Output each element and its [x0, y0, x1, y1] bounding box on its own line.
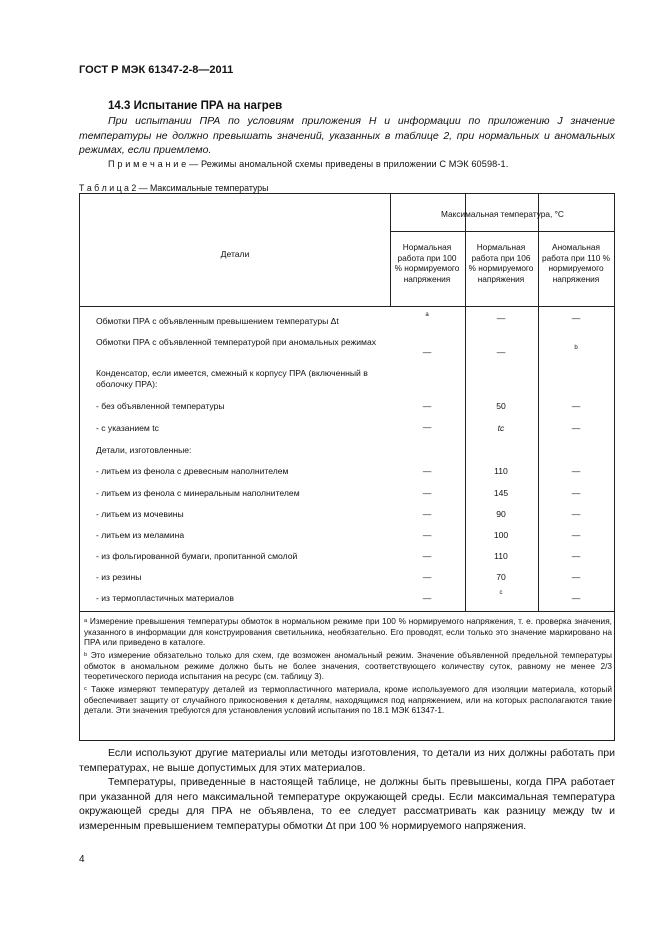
table-row: - литьем из фенола с минеральным наполнителем [96, 488, 300, 498]
cell-value: — [571, 530, 581, 540]
cell-footnote-ref: b [574, 345, 578, 351]
cell-footnote-ref: c [499, 590, 503, 596]
col1-header: Нормальная работа при 100 % нормируемого напряжения [394, 242, 460, 284]
cell-value: — [571, 401, 581, 411]
cell-value: 70 [496, 572, 506, 582]
paragraph-2: Температуры, приведенные в настоящей таблице, не должны быть превышены, когда ПРА работает при указанной для него максимальной температуре окружающей среды. Если максимальная температура окружающей среды для ПРА не объявлена, то ее следует рассматривать как разницу между tw и измеренным превышением температуры обмотки Δt при 100 % нормируемого напряжения. [79, 776, 615, 832]
cell-value: — [422, 509, 432, 519]
cell-value: 110 [494, 466, 508, 476]
col3-header: Аномальная работа при 110 % нормируемого напряжения [542, 242, 610, 284]
table-row: - с указанием tc [96, 423, 159, 433]
section-title: 14.3 Испытание ПРА на нагрев [108, 100, 283, 112]
footnote-b: ᵇ Это измерение обязательно только для схем, где возможен аномальный режим. Значение объявленной предельной температуры обмоток в аномальном режиме должно быть не более значения, соответствующего количеству суток, равному не менее 2/3 теоретического периода испытания на ресурс (см. таблицу 3). [84, 650, 612, 682]
page-number: 4 [79, 854, 85, 865]
cell-value: — [571, 593, 581, 603]
document-header: ГОСТ Р МЭК 61347-2-8—2011 [79, 64, 234, 76]
table-row: Детали, изготовленные: [96, 445, 192, 455]
table-row: - литьем из меламина [96, 530, 185, 540]
col-group-header: Максимальная температура, °С [441, 209, 564, 219]
col2-header: Нормальная работа при 106 % нормируемого напряжения [468, 242, 534, 284]
col-divider [465, 194, 466, 611]
table-row: - из термопластичных материалов [96, 593, 234, 603]
cell-value: — [422, 488, 432, 498]
header-divider [390, 231, 615, 232]
table-caption: Т а б л и ц а 2 — Максимальные температуры [79, 183, 269, 193]
table-row: - из резины [96, 572, 142, 582]
cell-value: 50 [496, 401, 506, 411]
col-details-header: Детали [220, 249, 250, 259]
cell-value: — [422, 551, 432, 561]
cell-value: — [571, 551, 581, 561]
footnote-a: ᵃ Измерение превышения температуры обмоток в нормальном режиме при 100 % нормируемого напряжения, т. е. проверка значения, указанного в информации для конструирования светильника, необязательно. Его проводят, если только это значение маркировано на ПРА или приведено в каталоге. [84, 616, 612, 648]
cell-value: 145 [493, 488, 509, 498]
cell-value: — [571, 509, 581, 519]
cell-value: — [571, 313, 581, 323]
footnote-c: ᶜ Также измеряют температуру деталей из термопластичного материала, кроме используемого для изоляции материала, который обеспечивает защиту от случайного прикосновения к деталям, находящимся под напряжением, или на которых располагаются такие детали. Эти значения требуются для установления условий испытания по 18.1 МЭК 61347-1. [84, 684, 612, 716]
paragraph-1: Если используют другие материалы или методы изготовления, то детали из них должны работать при температурах, не выше допустимых для этих материалов. [79, 747, 615, 774]
table-row: - литьем из фенола с древесным наполнителем [96, 466, 289, 476]
table-row: Конденсатор, если имеется, смежный к корпусу ПРА (включенный в оболочку ПРА): [96, 368, 368, 389]
cell-value: — [571, 572, 581, 582]
body-bottom [80, 611, 615, 612]
cell-value: — [422, 572, 432, 582]
header-bottom [80, 306, 615, 307]
cell-value: 110 [494, 551, 508, 561]
cell-value: — [422, 593, 432, 603]
cell-value: — [422, 401, 432, 411]
cell-value: — [422, 422, 432, 432]
cell-value: 100 [493, 530, 509, 540]
cell-value: tc [497, 423, 505, 433]
cell-footnote-ref: a [425, 312, 429, 318]
cell-value: — [496, 313, 506, 323]
cell-value: — [422, 347, 432, 357]
cell-value: — [422, 466, 432, 476]
table-row: Обмотки ПРА с объявленным превышением температуры Δt [96, 316, 339, 326]
note: П р и м е ч а н и е — Режимы аномальной схемы приведены в приложении С МЭК 60598-1. [108, 159, 509, 169]
table-row: - из фольгированной бумаги, пропитанной смолой [96, 551, 298, 561]
table-row: Обмотки ПРА с объявленной температурой при аномальных режимах [96, 337, 377, 347]
body-text [79, 746, 615, 833]
table-row: - без объявленной температуры [96, 401, 225, 411]
table-row: - литьем из мочевины [96, 509, 184, 519]
cell-value: 90 [496, 509, 506, 519]
cell-value: — [571, 423, 581, 433]
cell-value: — [571, 466, 581, 476]
col-divider [538, 194, 539, 611]
intro-paragraph: При испытании ПРА по условиям приложения H и информации по приложению J значение температуры не должно превышать значений, указанных в таблице 2, при нормальных и аномальных режимах, если приемлемо. [79, 115, 615, 156]
cell-value: — [422, 530, 432, 540]
temperature-table [79, 193, 615, 741]
cell-value: — [496, 347, 506, 357]
cell-value: — [571, 488, 581, 498]
